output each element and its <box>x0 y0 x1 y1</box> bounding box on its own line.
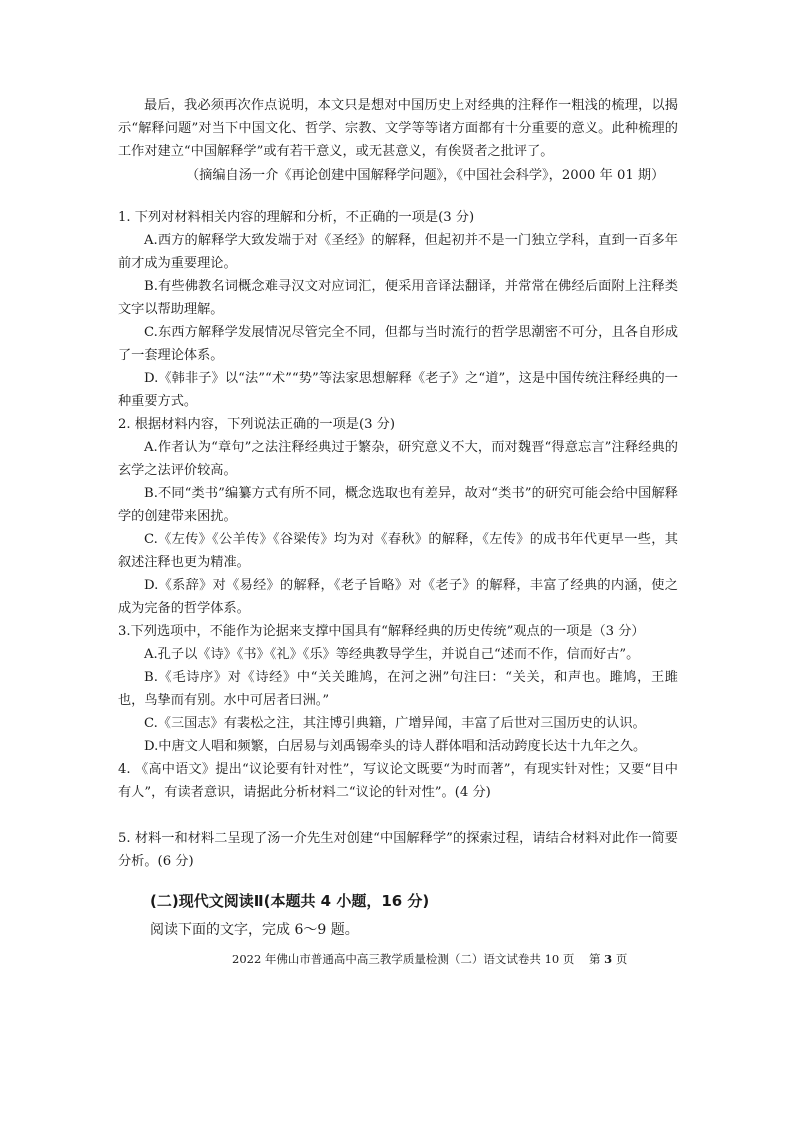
footer-page-suffix: 页 <box>612 952 628 966</box>
option-b: B.不同“类书”编纂方式有所不同，概念选取也有差异，故对“类书”的研究可能会给中国解释学的创建带来困扰。 <box>118 486 678 524</box>
option-d: D.《系辞》对《易经》的解释，《老子旨略》对《老子》的解释，丰富了经典的内涵，使之成为完备的哲学体系。 <box>118 578 678 616</box>
option-a: A.孔子以《诗》《书》《礼》《乐》等经典教导学生，并说自己“述而不作，信而好古”。 <box>144 647 640 662</box>
page-footer <box>232 951 627 967</box>
footer-page-number: 3 <box>604 952 613 966</box>
question-4 <box>118 758 678 804</box>
source-citation: （摘编自汤一介《再论创建中国解释学问题》，《中国社会科学》，2000 年 01 期） <box>186 168 665 183</box>
question-3 <box>118 620 678 758</box>
question-2 <box>118 413 678 620</box>
option-a: A.西方的解释学大致发端于对《圣经》的解释，但起初并不是一门独立学科，直到一百多年前才成为重要理论。 <box>118 233 678 271</box>
option-d: D.中唐文人唱和频繁，白居易与刘禹锡牵头的诗人群体唱和活动跨度长达十九年之久。 <box>144 739 647 754</box>
option-d: D.《韩非子》以“法”“术”“势”等法家思想解释《老子》之“道”，这是中国传统注释经典的一种重要方式。 <box>118 371 678 409</box>
option-c: C.《三国志》有裴松之注，其注博引典籍，广增异闻，丰富了后世对三国历史的认识。 <box>144 716 646 731</box>
question-stem: 1. 下列对材料相关内容的理解和分析，不正确的一项是(3 分) <box>118 210 475 225</box>
question-stem: 4. 《高中语文》提出“议论要有针对性”，写议论文既要“为时而著”，有现实针对性；又要“目中有人”，有读者意识，请据此分析材料二“议论的针对性”。(4 分) <box>118 762 678 800</box>
option-c: C.东西方解释学发展情况尽管完全不同，但都与当时流行的哲学思潮密不可分，且各自形成了一套理论体系。 <box>118 325 678 363</box>
option-b: B.《毛诗序》对《诗经》中“关关雎鸠，在河之洲”句注曰：“关关，和声也。雎鸠，王雎也，鸟挚而有别。水中可居者曰洲。” <box>118 670 678 708</box>
section-instruction: 阅读下面的文字，完成 6～9 题。 <box>150 922 359 938</box>
section-title: (二)现代文阅读Ⅱ(本题共 4 小题，16 分) <box>150 892 430 910</box>
question-stem: 3.下列选项中，不能作为论据来支撑中国具有“解释经典的历史传统”观点的一项是（3 分） <box>118 624 645 639</box>
option-a: A.作者认为“章句”之法注释经典过于繁杂，研究意义不大，而对魏晋“得意忘言”注释经典的玄学之法评价较高。 <box>118 440 678 478</box>
option-b: B.有些佛教名词概念难寻汉文对应词汇，便采用音译法翻译，并常常在佛经后面附上注释类文字以帮助理解。 <box>118 279 678 317</box>
option-c: C.《左传》《公羊传》《谷梁传》均为对《春秋》的解释，《左传》的成书年代更早一些，其叙述注释也更为精准。 <box>118 532 678 570</box>
closing-paragraph: 最后，我必须再次作点说明，本文只是想对中国历史上对经典的注释作一粗浅的梳理，以揭示“解释问题”对当下中国文化、哲学、宗教、文学等等诸方面都有十分重要的意义。此种梳理的工作对建立“中国解释学”或有若干意义，或无甚意义，有俟贤者之批评了。 <box>118 98 678 159</box>
footer-exam-title: 2022 年佛山市普通高中高三教学质量检测（二）语文试卷共 10 页 <box>232 952 575 966</box>
question-5 <box>118 827 678 873</box>
footer-page-prefix: 第 <box>589 952 605 966</box>
question-1 <box>118 206 678 413</box>
question-stem: 2. 根据材料内容，下列说法正确的一项是(3 分) <box>118 417 396 432</box>
question-stem: 5. 材料一和材料二呈现了汤一介先生对创建“中国解释学”的探索过程，请结合材料对此作一简要分析。(6 分) <box>118 831 678 869</box>
